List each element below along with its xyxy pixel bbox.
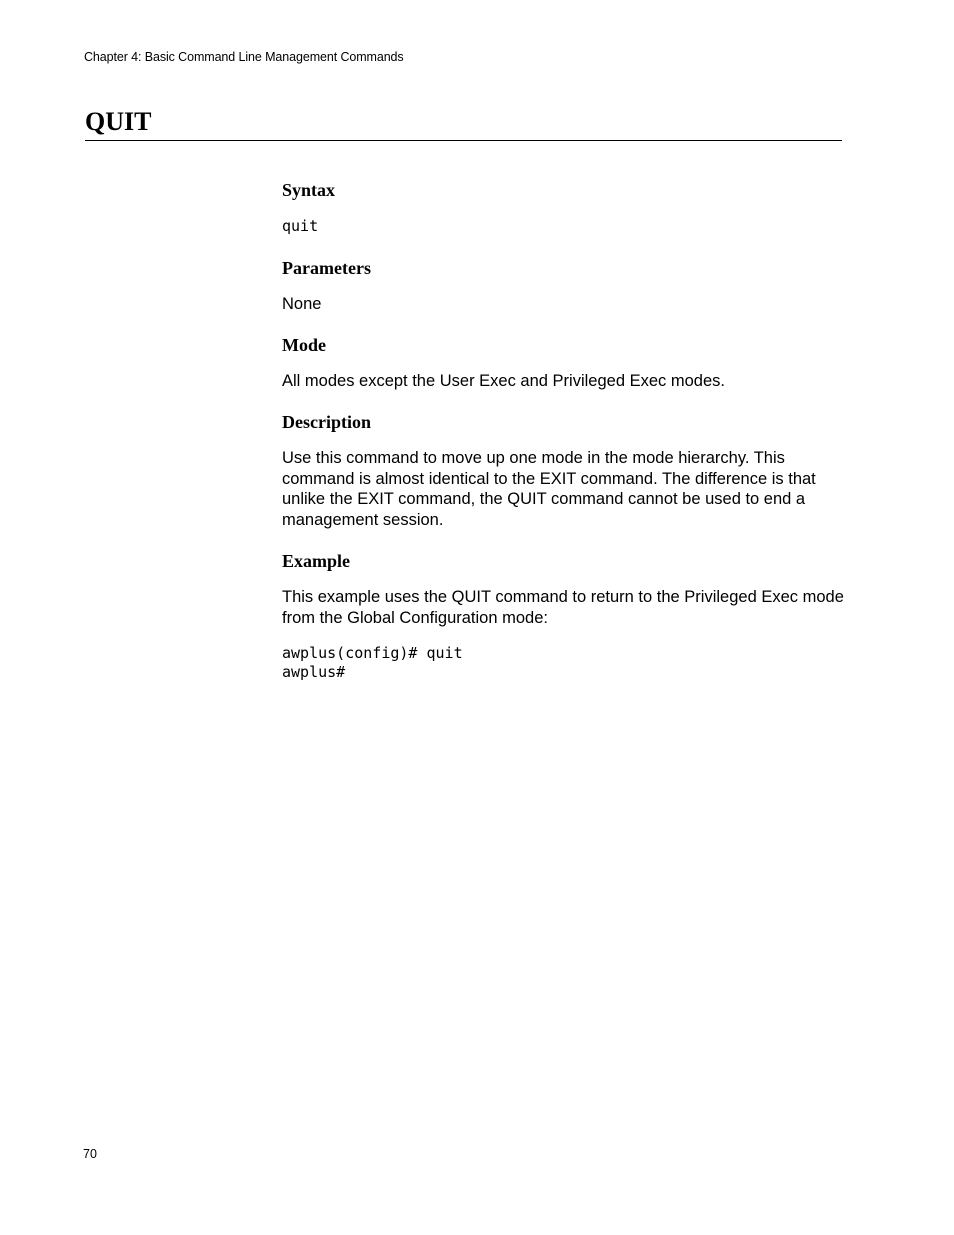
parameters-heading: Parameters — [282, 258, 371, 278]
description-text: Use this command to move up one mode in the mode hierarchy. This command is almost identical to the EXIT command. The difference is that unlike the EXIT command, the QUIT command cannot be used to end a management session. — [282, 449, 816, 529]
running-header: Chapter 4: Basic Command Line Management Commands — [84, 50, 404, 64]
mode-heading: Mode — [282, 334, 326, 355]
example-heading: Example — [282, 551, 351, 571]
example-code-line: awplus(config)# quit — [282, 644, 463, 662]
title-rule — [85, 140, 842, 141]
mode-section — [282, 333, 844, 392]
syntax-section — [282, 178, 844, 236]
parameters-text: None — [282, 295, 322, 313]
page-number: 70 — [83, 1147, 97, 1161]
mode-text: All modes except the User Exec and Privileged Exec modes. — [282, 371, 725, 390]
syntax-heading: Syntax — [282, 180, 336, 200]
description-section — [282, 410, 844, 530]
description-heading: Description — [282, 412, 371, 432]
page-title: QUIT — [85, 107, 152, 136]
example-text: This example uses the QUIT command to return to the Privileged Exec mode from the Global Configuration mode: — [282, 588, 844, 627]
example-code — [282, 644, 844, 682]
syntax-code: quit — [282, 217, 319, 235]
parameters-section — [282, 256, 844, 315]
example-section — [282, 549, 844, 682]
example-code-line: awplus# — [282, 663, 346, 681]
body-column — [282, 178, 844, 682]
